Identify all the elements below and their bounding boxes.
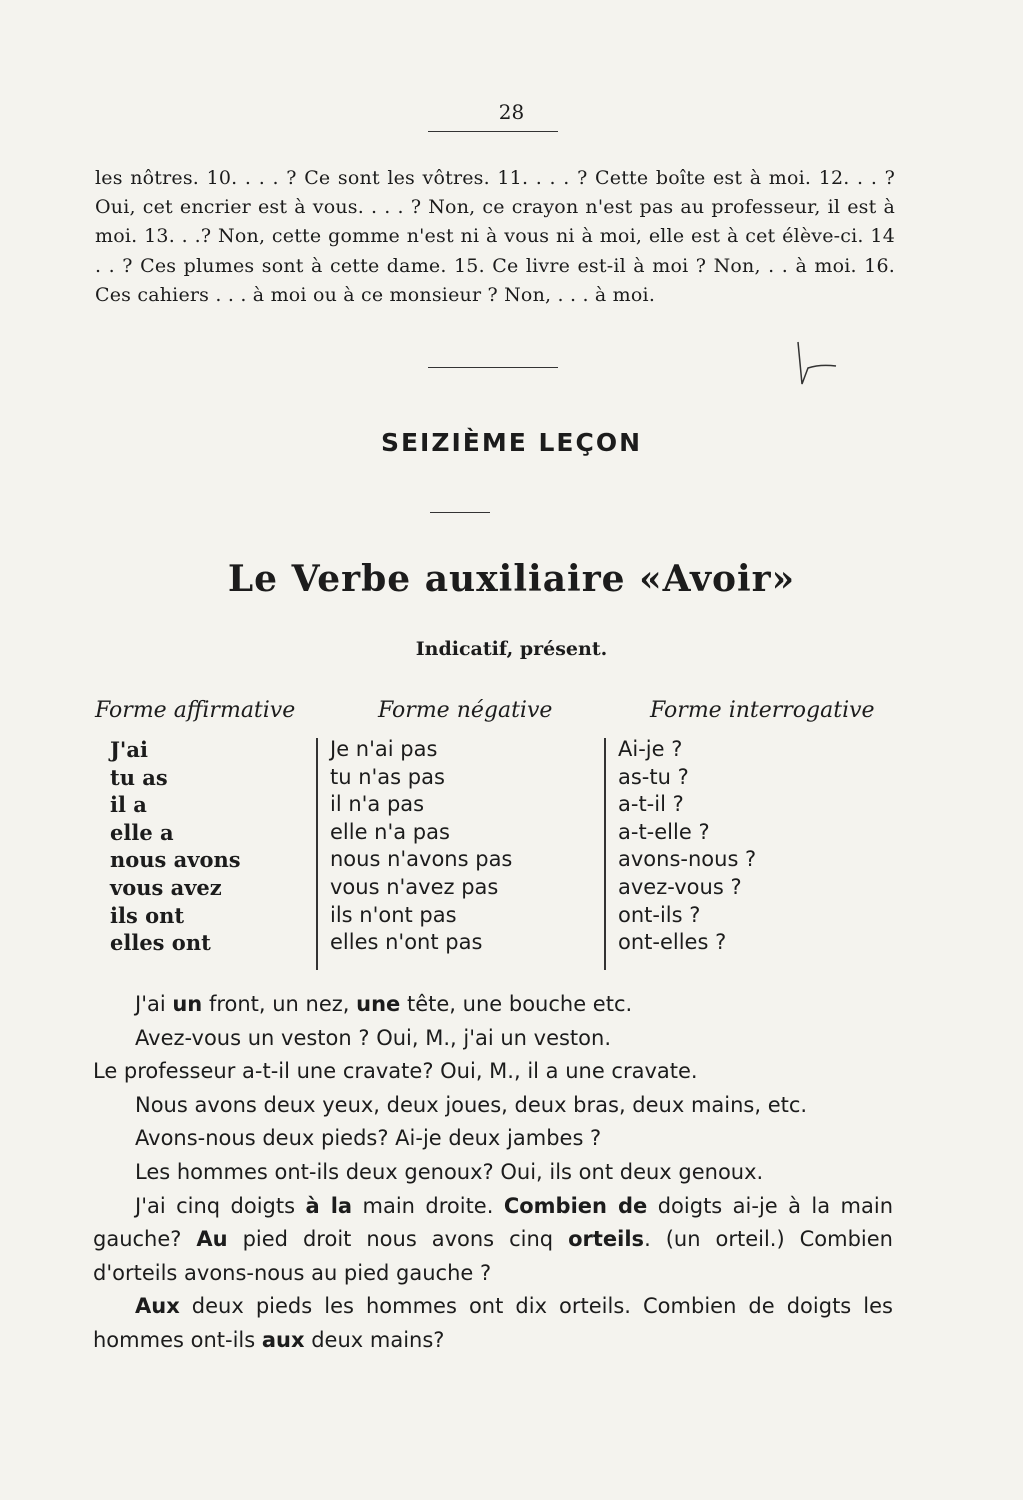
- conjugation-affirmative: tu as: [110, 764, 168, 790]
- conjugation-interrogative: Ai-je ?: [618, 737, 683, 761]
- conjugation-interrogative: a-t-elle ?: [618, 819, 710, 844]
- conjugation-negative: il n'a pas: [330, 792, 425, 817]
- conjugation-negative: tu n'as pas: [330, 764, 445, 789]
- conjugation-negative: elle n'a pas: [330, 819, 450, 844]
- negative-column: [330, 736, 512, 957]
- header-rule: [428, 131, 558, 132]
- paragraph: [93, 1190, 893, 1291]
- bold-text: orteils: [568, 1227, 645, 1252]
- text: tête, une bouche etc.: [400, 992, 633, 1016]
- bold-text: une: [356, 992, 401, 1016]
- affirmative-column: [110, 736, 241, 957]
- conjugation-negative: Je n'ai pas: [330, 737, 438, 761]
- interrogative-header: Forme interrogative: [650, 698, 875, 723]
- conjugation-affirmative: ils ont: [110, 902, 185, 928]
- affirmative-header: Forme affirmative: [95, 698, 296, 723]
- page-number: 28: [498, 100, 525, 124]
- text: deux pieds les hommes ont dix orteils. Combien de doigts les hommes ont-ils: [93, 1294, 893, 1352]
- lesson-rule: [430, 512, 490, 513]
- subtitle: Indicatif, présent.: [415, 638, 608, 660]
- negative-header: Forme négative: [378, 698, 553, 723]
- conjugation-affirmative: vous avez: [110, 874, 222, 900]
- sentence-line: Avons-nous deux pieds? Ai-je deux jambes ?: [135, 1126, 602, 1151]
- conjugation-negative: ils n'ont pas: [330, 902, 457, 927]
- conjugation-interrogative: avons-nous ?: [618, 847, 757, 872]
- conjugation-interrogative: ont-ils ?: [618, 902, 701, 927]
- bold-text: Au: [196, 1227, 228, 1252]
- conjugation-negative: vous n'avez pas: [330, 874, 499, 899]
- conjugation-affirmative: nous avons: [110, 847, 241, 873]
- sentence-line: Les hommes ont-ils deux genoux? Oui, ils ont deux genoux.: [135, 1159, 764, 1184]
- sentence-line: Nous avons deux yeux, deux joues, deux bras, deux mains, etc.: [135, 1092, 808, 1117]
- exercise-paragraph: les nôtres. 10. . . . ? Ce sont les vôtres. 11. . . . ? Cette boîte est à moi. 12. . . ? Oui, cet encrier est à vous. . . . ? Non, ce crayon n'est pas au professeur, il est à moi. 13. . .? Non, cette gomme n'est ni à vous ni à moi, elle est à cet élève-ci. 14 . . ? Ces plumes sont à cette dame. 15. Ce livre est-il à moi ? Non, . . à moi. 16. Ces cahiers . . . à moi ou à ce monsieur ? Non, . . . à moi.: [95, 167, 895, 306]
- text: J'ai: [135, 992, 173, 1016]
- bold-text: un: [172, 992, 203, 1016]
- bold-text: Aux: [135, 1294, 180, 1319]
- conjugation-interrogative: ont-elles ?: [618, 930, 727, 955]
- conjugation-interrogative: a-t-il ?: [618, 792, 684, 817]
- text: main droite.: [352, 1193, 504, 1218]
- conjugation-interrogative: avez-vous ?: [618, 874, 742, 899]
- paragraph: [93, 1290, 893, 1357]
- sentence-line: Le professeur a-t-il une cravate? Oui, M., il a une cravate.: [93, 1059, 698, 1084]
- conjugation-negative: elles n'ont pas: [330, 930, 483, 955]
- text: doigts ai-je à la main gauche?: [93, 1193, 894, 1252]
- main-title: Le Verbe auxiliaire «Avoir»: [227, 558, 796, 600]
- sentence-line: Avez-vous un veston ? Oui, M., j'ai un veston.: [135, 1025, 611, 1050]
- text: . (un orteil.) Combien d'orteils avons-nous au pied gauche ?: [93, 1227, 893, 1285]
- text: front, un nez,: [202, 992, 357, 1016]
- section-rule: [428, 367, 558, 368]
- sentence-line: [93, 988, 893, 1022]
- bold-text: aux: [261, 1327, 305, 1352]
- text: J'ai cinq doigts: [135, 1193, 306, 1218]
- example-sentences: [93, 988, 893, 1358]
- conjugation-affirmative: elle a: [110, 819, 174, 845]
- conjugation-affirmative: il a: [110, 792, 147, 818]
- conjugation-affirmative: J'ai: [110, 737, 148, 762]
- text: deux mains?: [304, 1327, 445, 1352]
- bold-text: Combien de: [503, 1193, 648, 1218]
- column-divider-left: [316, 738, 318, 970]
- interrogative-column: [618, 736, 756, 957]
- lesson-title: SEIZIÈME LEÇON: [380, 428, 643, 457]
- column-divider-right: [604, 738, 606, 970]
- handwritten-check-mark: [780, 340, 840, 390]
- text: pied droit nous avons cinq: [227, 1227, 569, 1252]
- conjugation-negative: nous n'avons pas: [330, 847, 513, 872]
- conjugation-affirmative: elles ont: [110, 930, 211, 956]
- bold-text: à la: [305, 1193, 353, 1218]
- conjugation-interrogative: as-tu ?: [618, 764, 689, 789]
